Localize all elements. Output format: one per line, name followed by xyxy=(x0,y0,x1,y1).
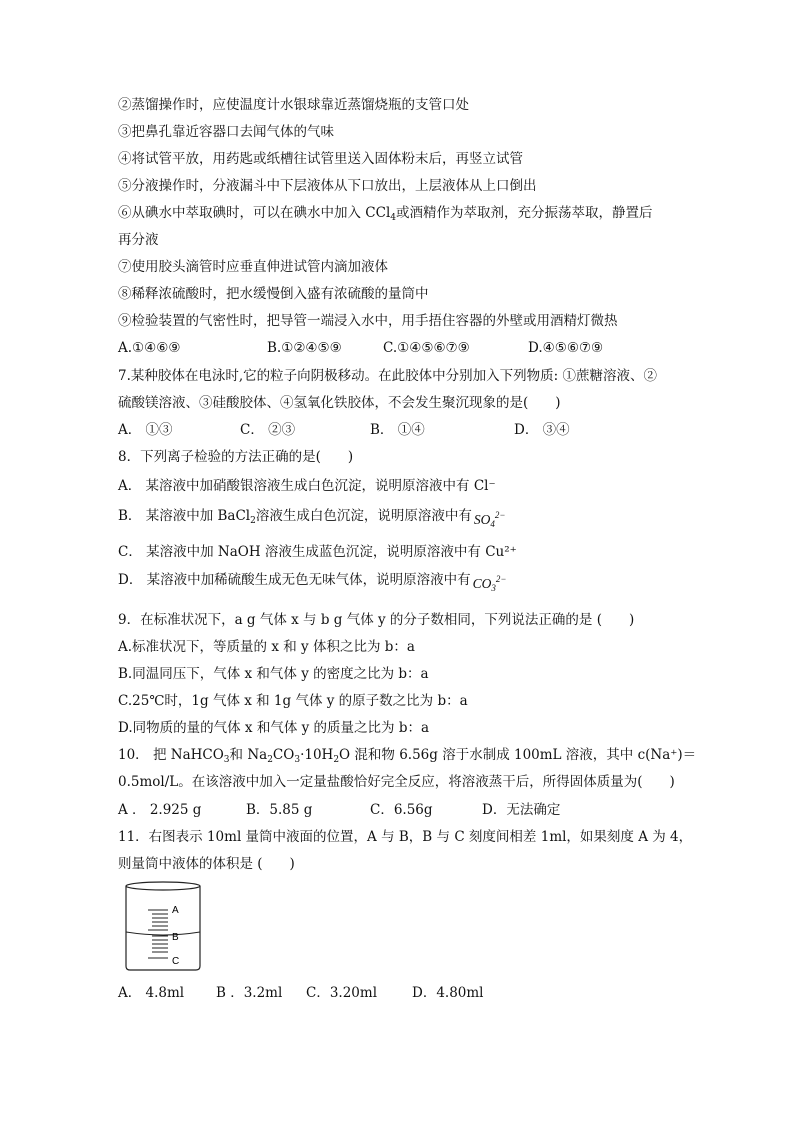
scale-label-c: C xyxy=(172,956,180,967)
q6-option-d: D.④⑤⑥⑦⑨ xyxy=(528,340,604,356)
q8-option-b: B． 某溶液中加 BaCl$_2$溶液生成白色沉淀，说明原溶液中有 $SO_4^{2-}$ xyxy=(118,508,506,529)
q7-option-b: B． ①④ xyxy=(370,422,425,438)
q11-option-c: C．3.20ml xyxy=(306,985,378,1001)
q6-item-4: ④将试管平放，用药匙或纸槽往试管里送入固体粉末后，再竖立试管 xyxy=(118,151,523,167)
graduated-cylinder-figure xyxy=(118,880,208,972)
q11-option-b: B ．3.2ml xyxy=(216,985,283,1001)
q9-option-c: C.25℃时，1g 气体 x 和 1g 气体 y 的原子数之比为 b：a xyxy=(118,693,468,709)
q7-option-d: D． ③④ xyxy=(514,422,570,438)
q6-item-7: ⑦使用胶头滴管时应垂直伸进试管内滴加液体 xyxy=(118,259,388,275)
q6-item-3: ③把鼻孔靠近容器口去闻气体的气味 xyxy=(118,124,334,140)
carbonate-ion-formula: $CO_3^{2-}$ xyxy=(472,574,507,593)
q6-option-c: C.①④⑤⑥⑦⑨ xyxy=(383,340,470,356)
q6-item-5: ⑤分液操作时，分液漏斗中下层液体从下口放出，上层液体从上口倒出 xyxy=(118,178,537,194)
q8-option-d: D． 某溶液中加稀硫酸生成无色无味气体，说明原溶液中有 $CO_3^{2-}$ xyxy=(118,572,507,593)
q11-stem-line1: 11．右图表示 10ml 量筒中液面的位置，A 与 B，B 与 C 刻度间相差 1ml，如果刻度 A 为 4， xyxy=(118,829,693,845)
q6-item-6-continued: 再分液 xyxy=(118,232,159,248)
q10-option-a: A ． 2.925 g xyxy=(118,802,202,818)
q10-stem-line1: 10． 把 NaHCO$_3$和 $Na_2CO_3\cdot 10H_2O$ 混和物 6.56g 溶于水制成 100mL 溶液，其中 c(Na⁺)＝ xyxy=(118,747,697,765)
scale-label-b: B xyxy=(172,932,179,943)
q11-stem-line2: 则量筒中液体的体积是 ( ) xyxy=(118,856,295,872)
q7-stem-line1: 7.某种胶体在电泳时,它的粒子向阴极移动。在此胶体中分别加入下列物质: ①蔗糖溶液、② xyxy=(118,368,658,384)
q6-item-9: ⑨检验装置的气密性时，把导管一端浸入水中，用手捂住容器的外壁或用酒精灯微热 xyxy=(118,313,618,329)
q9-option-b: B.同温同压下，气体 x 和气体 y 的密度之比为 b：a xyxy=(118,666,429,682)
q8-stem: 8．下列离子检验的方法正确的是( ) xyxy=(118,449,354,465)
q9-option-a: A.标准状况下，等质量的 x 和 y 体积之比为 b：a xyxy=(118,639,415,655)
q11-option-a: A． 4.8ml xyxy=(118,985,185,1001)
q8-option-a: A． 某溶液中加硝酸银溶液生成白色沉淀，说明原溶液中有 Cl⁻ xyxy=(118,478,496,494)
q9-option-d: D.同物质的量的气体 x 和气体 y 的质量之比为 b：a xyxy=(118,720,430,736)
scale-label-a: A xyxy=(172,905,179,916)
q7-option-c: C． ②③ xyxy=(240,422,296,438)
q6-item-2: ②蒸馏操作时，应使温度计水银球靠近蒸馏烧瓶的支管口处 xyxy=(118,97,469,113)
q10-option-d: D．无法确定 xyxy=(482,802,561,818)
q10-stem-line2: 0.5mol/L。在该溶液中加入一定量盐酸恰好完全反应，将溶液蒸干后，所得固体质量为( ) xyxy=(118,774,675,790)
q6-option-a: A.①④⑥⑨ xyxy=(118,340,181,356)
q8-option-c: C． 某溶液中加 NaOH 溶液生成蓝色沉淀，说明原溶液中有 Cu²⁺ xyxy=(118,544,517,560)
q10-option-c: C．6.56g xyxy=(370,802,433,818)
q7-stem-line2: 硫酸镁溶液、③硅酸胶体、④氢氧化铁胶体，不会发生聚沉现象的是( ) xyxy=(118,395,561,411)
q6-option-b: B.①②④⑤⑨ xyxy=(267,340,342,356)
q7-option-a: A． ①③ xyxy=(118,422,173,438)
q6-item-8: ⑧稀释浓硫酸时，把水缓慢倒入盛有浓硫酸的量筒中 xyxy=(118,286,429,302)
sulfate-ion-formula: $SO_4^{2-}$ xyxy=(473,510,506,529)
q9-stem: 9．在标准状况下，a g 气体 x 与 b g 气体 y 的分子数相同，下列说法正确的是 ( ) xyxy=(118,612,635,628)
q6-item-6: ⑥从碘水中萃取碘时，可以在碘水中加入 CCl$_4$或酒精作为萃取剂，充分振荡萃取，静置后 xyxy=(118,205,653,223)
q10-option-b: B．5.85 g xyxy=(246,802,313,818)
q11-option-d: D．4.80ml xyxy=(412,985,484,1001)
